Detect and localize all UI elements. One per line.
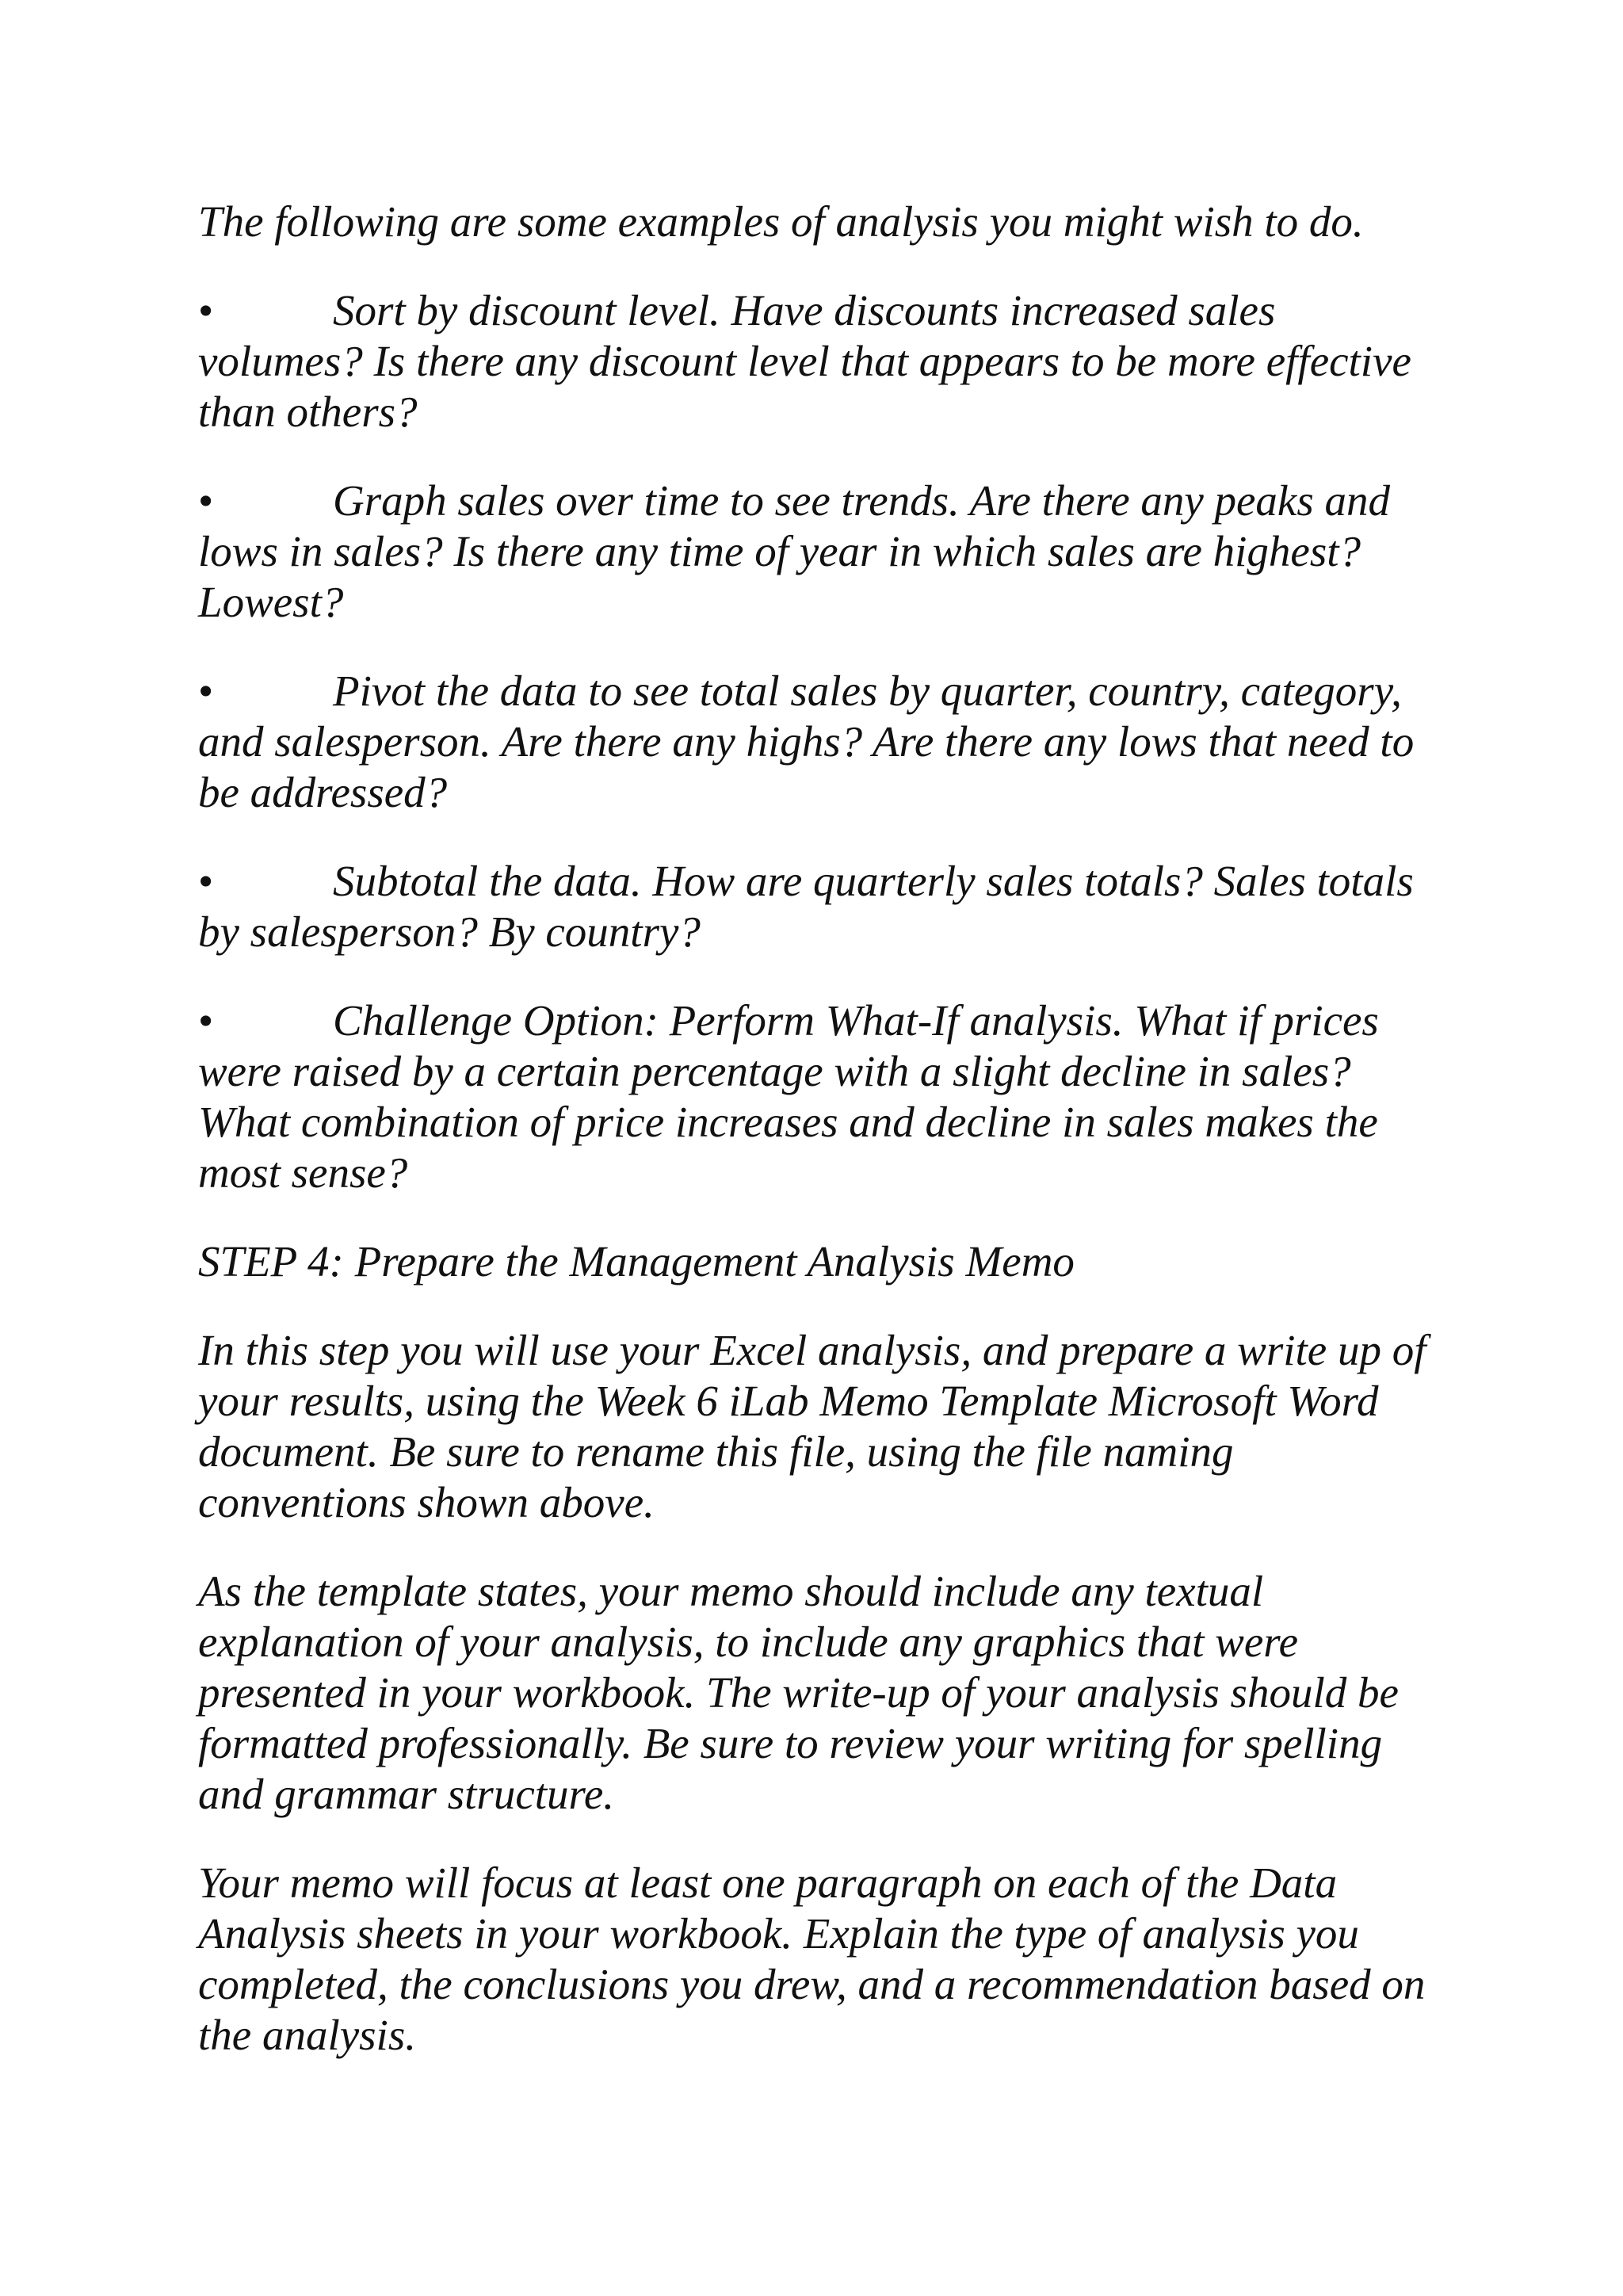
bullet-mark: • [198, 286, 214, 334]
document-body [198, 197, 1442, 2099]
bullet-mark: • [198, 996, 214, 1045]
bullet-text: Challenge Option: Perform What-If analysis. What if prices were raised by a certain percentage with a slight decline in sales? What combination of price increases and decline in sales makes the most sense? [198, 996, 1379, 1197]
body-paragraph-template: As the template states, your memo should include any textual explanation of your analysis, to include any graphics that were presented in your workbook. The write-up of your analysis should be formatted professionally. Be sure to review your writing for spelling and grammar structure. [198, 1567, 1399, 1818]
bullet-item-sort [198, 285, 1442, 437]
bullet-text: Sort by discount level. Have discounts increased sales volumes? Is there any discount level that appears to be more effective than others? [198, 286, 1411, 436]
bullet-item-graph [198, 476, 1442, 628]
bullet-item-challenge [198, 995, 1442, 1198]
body-paragraph-focus: Your memo will focus at least one paragraph on each of the Data Analysis sheets in your workbook. Explain the type of analysis you completed, the conclusions you drew, and a recommendation based on the analysis. [198, 1859, 1426, 2059]
bullet-item-subtotal [198, 856, 1442, 957]
bullet-text: Graph sales over time to see trends. Are there any peaks and lows in sales? Is there any time of year in which sales are highest? Lowest? [198, 476, 1390, 626]
bullet-mark: • [198, 857, 214, 905]
bullet-mark: • [198, 667, 214, 715]
bullet-text: Pivot the data to see total sales by quarter, country, category, and salesperson. Are there any highs? Are there any lows that need to be addressed? [198, 667, 1415, 816]
body-paragraph-excel: In this step you will use your Excel analysis, and prepare a write up of your results, using the Week 6 iLab Memo Template Microsoft Word document. Be sure to rename this file, using the file naming conventions shown above. [198, 1326, 1426, 1526]
bullet-text: Subtotal the data. How are quarterly sales totals? Sales totals by salesperson? By country? [198, 857, 1414, 956]
bullet-mark: • [198, 476, 214, 525]
bullet-item-pivot [198, 666, 1442, 818]
step-heading: STEP 4: Prepare the Management Analysis Memo [198, 1237, 1075, 1286]
intro-paragraph: The following are some examples of analysis you might wish to do. [198, 197, 1364, 246]
